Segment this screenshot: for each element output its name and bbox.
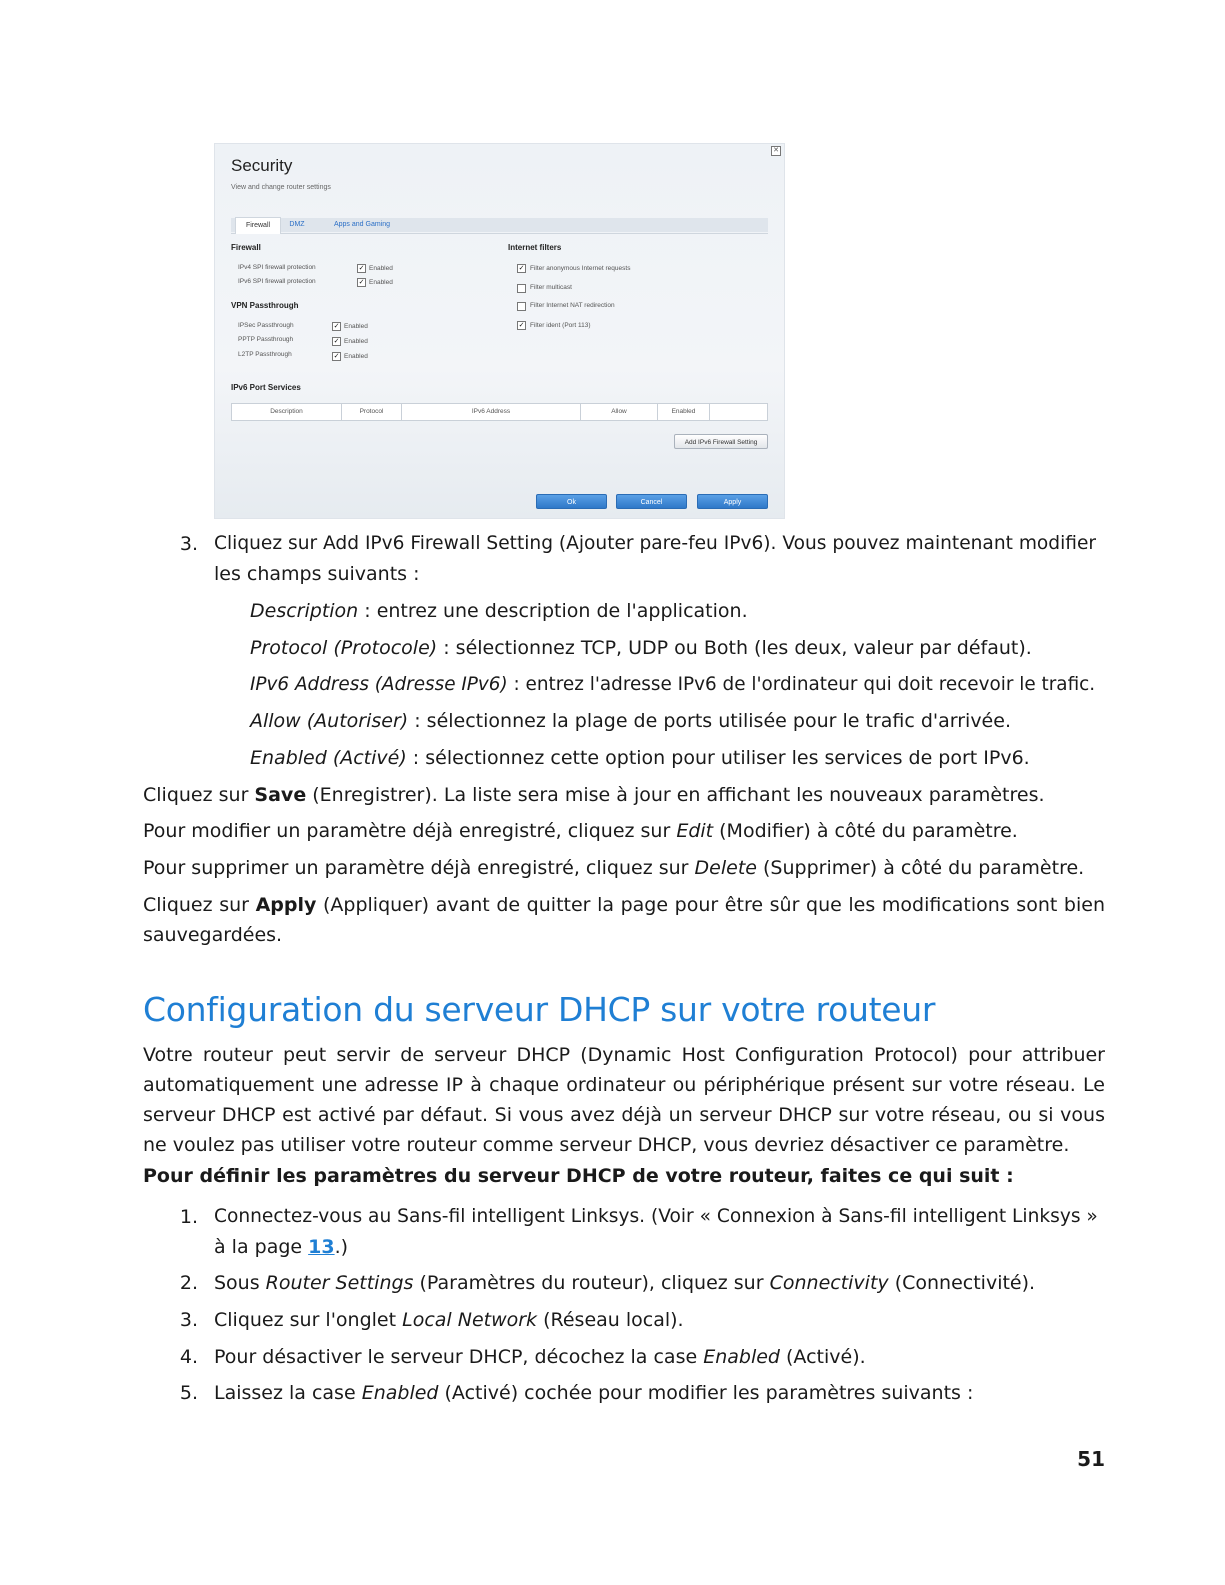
screenshot-title: Security [231,156,293,175]
tab-dmz[interactable]: DMZ [289,221,305,228]
pptp-checkbox[interactable]: ✓ [333,338,340,345]
text: Laissez la case [214,1382,362,1404]
field-text: : sélectionnez cette option pour utiliser les services de port IPv6. [406,747,1030,769]
step-text: les champs suivants : [214,563,420,585]
text-italic: Delete [694,857,757,879]
text: (Paramètres du routeur), cliquez sur [413,1272,770,1294]
field-term: IPv6 Address (Adresse IPv6) [250,674,508,695]
ipv6-spi-label: IPv6 SPI firewall protection [238,278,316,285]
step-text [214,1342,866,1372]
field-term: Allow (Autoriser) [250,710,409,732]
text-bold: Apply [255,894,317,916]
tab-apps-and-gaming[interactable]: Apps and Gaming [333,221,391,228]
cancel-button[interactable]: Cancel [616,494,687,509]
step-number: 1. [179,1206,198,1228]
filter-nat-checkbox[interactable] [517,302,526,311]
step-text [214,1305,684,1335]
field-text: : sélectionnez TCP, UDP ou Both (les deux, valeur par défaut). [437,637,1032,659]
router-security-screenshot [214,143,785,519]
text: (Réseau local). [537,1309,684,1331]
step-text [214,1268,1035,1298]
step-number: 4. [179,1346,198,1368]
text: (Modifier) à côté du paramètre. [713,820,1018,842]
step-number: 5. [179,1382,198,1404]
field-enabled [250,743,1030,773]
text: Cliquez sur l'onglet [214,1309,403,1331]
apply-button[interactable]: Apply [697,494,768,509]
text: (Activé) cochée pour modifier les paramètres suivants : [438,1382,974,1404]
page-number: 51 [1077,1447,1105,1471]
ipv6-spi-checkbox[interactable]: ✓ [358,279,365,286]
text-italic: Edit [676,820,714,842]
field-text: : entrez une description de l'application. [358,600,748,622]
text: (Activé). [779,1346,866,1368]
text-bold: Save [254,784,307,806]
step-text [214,1232,348,1262]
paragraph-save [143,780,1045,810]
firewall-heading: Firewall [231,243,261,252]
filter-ident-label: Filter ident (Port 113) [530,322,591,329]
vpn-heading: VPN Passthrough [231,301,299,310]
text: Pour modifier un paramètre déjà enregistré, cliquez sur [143,820,677,842]
l2tp-label: L2TP Passthrough [238,351,292,358]
field-term: Enabled (Activé) [250,747,407,769]
filter-anonymous-checkbox[interactable]: ✓ [518,265,525,272]
ipsec-checkbox[interactable]: ✓ [333,323,340,330]
ipv4-spi-value: Enabled [369,265,393,272]
ipv4-spi-label: IPv4 SPI firewall protection [238,264,316,271]
l2tp-checkbox[interactable]: ✓ [333,353,340,360]
section-intro: Votre routeur peut servir de serveur DHCP (Dynamic Host Configuration Protocol) pour attribuer automatiquement une adresse IP à chaque ordinateur ou périphérique présent sur votre réseau. Le serveur DHCP est activé par défaut. Si vous avez déjà un serveur DHCP sur votre réseau, ou si vous ne voulez pas utiliser votre routeur comme serveur DHCP, vous devriez désactiver ce paramètre. [143,1044,1105,1156]
field-protocol [250,633,1032,663]
column-protocol: Protocol [342,404,402,420]
internet-filters-heading: Internet filters [508,243,562,252]
step-text: Cliquez sur Add IPv6 Firewall Setting (Ajouter pare-feu IPv6). Vous pouvez maintenant modifier [214,533,1097,554]
close-icon[interactable]: ✕ [771,146,781,156]
step-text: Connectez-vous au Sans-fil intelligent Linksys. (Voir « Connexion à Sans-fil intelligent Linksys » [214,1206,1098,1227]
paragraph-edit [143,816,1018,846]
text: Pour supprimer un paramètre déjà enregistré, cliquez sur [143,857,695,879]
screenshot-subtitle: View and change router settings [231,184,331,191]
text: (Supprimer) à côté du paramètre. [756,857,1085,879]
text-italic: Enabled [703,1346,780,1368]
pptp-label: PPTP Passthrough [238,336,294,343]
ipsec-value: Enabled [344,323,368,330]
text-italic: Local Network [402,1309,538,1331]
text: Pour désactiver le serveur DHCP, décochez la case [214,1346,704,1368]
tab-firewall[interactable]: Firewall [235,217,281,234]
text: Sous [214,1272,266,1294]
field-term: Protocol (Protocole) [250,637,438,659]
step-number: 3. [179,1309,198,1331]
l2tp-value: Enabled [344,353,368,360]
column-description: Description [232,404,342,420]
field-ipv6-address [250,670,1095,700]
add-ipv6-firewall-setting-button[interactable]: Add IPv6 Firewall Setting [674,434,768,449]
section-subheading: Pour définir les paramètres du serveur DHCP de votre routeur, faites ce qui suit : [143,1165,1014,1187]
text: (Connectivité). [888,1272,1036,1294]
text: à la page [214,1236,309,1258]
text-italic: Router Settings [265,1272,414,1294]
filter-anonymous-label: Filter anonymous Internet requests [530,265,631,272]
field-text: : sélectionnez la plage de ports utilisée pour le trafic d'arrivée. [408,710,1011,732]
step-number: 3. [179,533,198,555]
ipsec-label: IPSec Passthrough [238,322,294,329]
ipv6-services-table [231,403,768,421]
text-italic: Connectivity [769,1272,889,1294]
text: Cliquez sur [143,784,255,806]
text: Cliquez sur [143,894,256,916]
text-italic: Enabled [361,1382,439,1404]
text: .) [334,1236,349,1258]
ipv6-port-services-heading: IPv6 Port Services [231,383,301,392]
step-number: 2. [179,1272,198,1294]
tab-bar [231,216,768,234]
ok-button[interactable]: Ok [536,494,607,509]
field-term: Description [250,600,359,622]
section-heading: Configuration du serveur DHCP sur votre routeur [143,990,936,1029]
page-link[interactable]: 13 [308,1236,335,1258]
filter-multicast-label: Filter multicast [530,284,572,291]
field-allow [250,706,1011,736]
ipv4-spi-checkbox[interactable]: ✓ [358,265,365,272]
filter-nat-label: Filter Internet NAT redirection [530,302,615,309]
field-description [250,596,748,626]
text: (Enregistrer). La liste sera mise à jour en affichant les nouveaux paramètres. [306,784,1045,806]
text: (Appliquer) avant de quitter la page pour être sûr que les modifications sont bien sauvegardées. [143,894,1106,946]
step-text [214,1378,973,1408]
ipv6-spi-value: Enabled [369,279,393,286]
field-text: : entrez l'adresse IPv6 de l'ordinateur qui doit recevoir le trafic. [507,674,1096,695]
pptp-value: Enabled [344,338,368,345]
column-ipv6-address: IPv6 Address [402,404,581,420]
paragraph-apply [143,890,1105,950]
filter-ident-checkbox[interactable]: ✓ [518,322,525,329]
column-allow: Allow [581,404,658,420]
column-enabled: Enabled [658,404,710,420]
paragraph-delete [143,853,1084,883]
filter-multicast-checkbox[interactable] [517,284,526,293]
